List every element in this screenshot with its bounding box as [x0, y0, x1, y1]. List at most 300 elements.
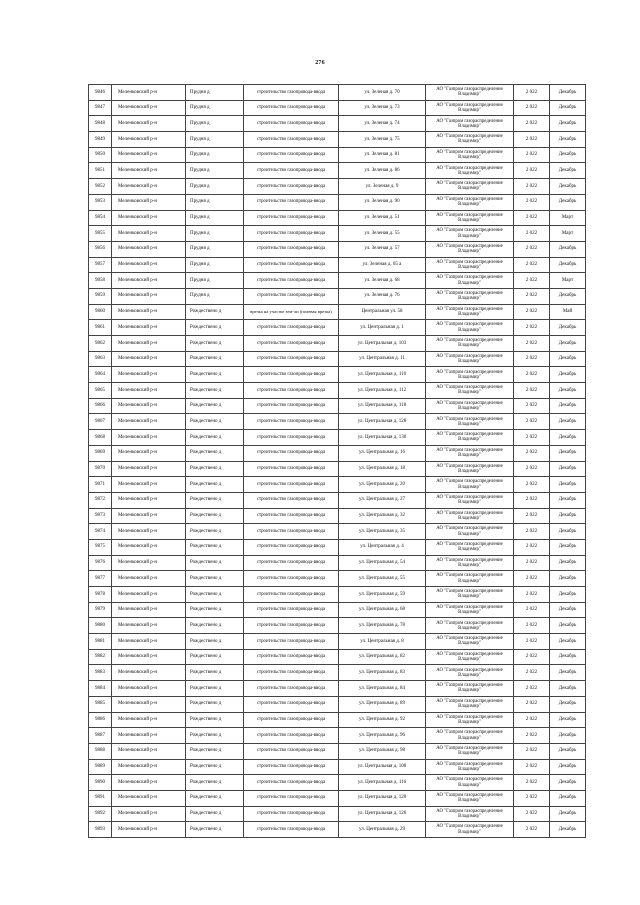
- organization-cell: АО "Газпром газораспределение Владимир": [426, 571, 514, 587]
- locality-cell: Прудня д: [186, 226, 244, 242]
- year-cell: 2 022: [514, 351, 550, 367]
- organization-cell: АО "Газпром газораспределение Владимир": [426, 790, 514, 806]
- district-cell: Меленковский р-н: [112, 634, 186, 650]
- month-cell: Декабрь: [550, 665, 586, 681]
- locality-cell: Рождествено д: [186, 649, 244, 665]
- address-cell: ул. Зеленая д. 76: [339, 288, 426, 304]
- row-number: 9848: [89, 116, 112, 132]
- work-type-cell: строительство газопровода-ввода: [244, 273, 339, 289]
- work-type-cell: врезка на участке зем-ли (полевая врезка): [244, 304, 339, 320]
- row-number: 9873: [89, 508, 112, 524]
- table-row: [89, 743, 586, 759]
- locality-cell: Рождествено д: [186, 398, 244, 414]
- work-type-cell: строительство газопровода-ввода: [244, 336, 339, 352]
- row-number: 9871: [89, 477, 112, 493]
- address-cell: ул. Зеленая д. 68: [339, 273, 426, 289]
- locality-cell: Рождествено д: [186, 712, 244, 728]
- row-number: 9847: [89, 100, 112, 116]
- table-row: [89, 775, 586, 791]
- district-cell: Меленковский р-н: [112, 179, 186, 195]
- locality-cell: Рождествено д: [186, 367, 244, 383]
- organization-cell: АО "Газпром газораспределение Владимир": [426, 210, 514, 226]
- organization-cell: АО "Газпром газораспределение Владимир": [426, 759, 514, 775]
- address-cell: ул. Центральная д. 54: [339, 555, 426, 571]
- month-cell: Декабрь: [550, 288, 586, 304]
- table-row: [89, 383, 586, 399]
- work-type-cell: строительство газопровода-ввода: [244, 320, 339, 336]
- organization-cell: АО "Газпром газораспределение Владимир": [426, 445, 514, 461]
- work-type-cell: строительство газопровода-ввода: [244, 351, 339, 367]
- year-cell: 2 022: [514, 179, 550, 195]
- locality-cell: Рождествено д: [186, 571, 244, 587]
- table-row: [89, 116, 586, 132]
- district-cell: Меленковский р-н: [112, 461, 186, 477]
- district-cell: Меленковский р-н: [112, 649, 186, 665]
- organization-cell: АО "Газпром газораспределение Владимир": [426, 602, 514, 618]
- month-cell: Декабрь: [550, 163, 586, 179]
- table-row: [89, 634, 586, 650]
- organization-cell: АО "Газпром газораспределение Владимир": [426, 696, 514, 712]
- address-cell: ул. Центральная д. 55: [339, 571, 426, 587]
- address-cell: ул. Зеленая д. 81: [339, 147, 426, 163]
- organization-cell: АО "Газпром газораспределение Владимир": [426, 712, 514, 728]
- year-cell: 2 022: [514, 696, 550, 712]
- organization-cell: АО "Газпром газораспределение Владимир": [426, 775, 514, 791]
- district-cell: Меленковский р-н: [112, 539, 186, 555]
- row-number: 9864: [89, 367, 112, 383]
- address-cell: ул. Центральная д. 8: [339, 634, 426, 650]
- district-cell: Меленковский р-н: [112, 712, 186, 728]
- year-cell: 2 022: [514, 571, 550, 587]
- district-cell: Меленковский р-н: [112, 508, 186, 524]
- row-number: 9878: [89, 587, 112, 603]
- year-cell: 2 022: [514, 602, 550, 618]
- district-cell: Меленковский р-н: [112, 147, 186, 163]
- year-cell: 2 022: [514, 367, 550, 383]
- year-cell: 2 022: [514, 445, 550, 461]
- district-cell: Меленковский р-н: [112, 304, 186, 320]
- year-cell: 2 022: [514, 775, 550, 791]
- month-cell: Декабрь: [550, 320, 586, 336]
- month-cell: Декабрь: [550, 571, 586, 587]
- district-cell: Меленковский р-н: [112, 85, 186, 101]
- row-number: 9859: [89, 288, 112, 304]
- district-cell: Меленковский р-н: [112, 257, 186, 273]
- table-row: [89, 728, 586, 744]
- address-cell: ул. Центральная д. 82: [339, 649, 426, 665]
- district-cell: Меленковский р-н: [112, 367, 186, 383]
- organization-cell: АО "Газпром газораспределение Владимир": [426, 194, 514, 210]
- table-row: [89, 179, 586, 195]
- organization-cell: АО "Газпром газораспределение Владимир": [426, 587, 514, 603]
- table-row: [89, 681, 586, 697]
- month-cell: Декабрь: [550, 367, 586, 383]
- month-cell: Декабрь: [550, 241, 586, 257]
- row-number: 9872: [89, 492, 112, 508]
- row-number: 9853: [89, 194, 112, 210]
- district-cell: Меленковский р-н: [112, 116, 186, 132]
- table-row: [89, 571, 586, 587]
- address-cell: ул. Центральная д. 110: [339, 367, 426, 383]
- row-number: 9849: [89, 132, 112, 148]
- work-type-cell: строительство газопровода-ввода: [244, 241, 339, 257]
- table-row: [89, 806, 586, 822]
- district-cell: Меленковский р-н: [112, 555, 186, 571]
- year-cell: 2 022: [514, 618, 550, 634]
- work-type-cell: строительство газопровода-ввода: [244, 100, 339, 116]
- row-number: 9851: [89, 163, 112, 179]
- address-cell: ул. Центральная д. 11: [339, 351, 426, 367]
- month-cell: Декабрь: [550, 681, 586, 697]
- row-number: 9886: [89, 712, 112, 728]
- address-cell: ул. Центральная д. 120: [339, 790, 426, 806]
- month-cell: Декабрь: [550, 100, 586, 116]
- row-number: 9880: [89, 618, 112, 634]
- organization-cell: АО "Газпром газораспределение Владимир": [426, 85, 514, 101]
- month-cell: Декабрь: [550, 257, 586, 273]
- district-cell: Меленковский р-н: [112, 728, 186, 744]
- year-cell: 2 022: [514, 508, 550, 524]
- address-cell: ул. Центральная д. 89: [339, 696, 426, 712]
- address-cell: ул. Зеленая д. 51: [339, 210, 426, 226]
- work-type-cell: строительство газопровода-ввода: [244, 524, 339, 540]
- organization-cell: АО "Газпром газораспределение Владимир": [426, 383, 514, 399]
- month-cell: Декабрь: [550, 539, 586, 555]
- organization-cell: АО "Газпром газораспределение Владимир": [426, 320, 514, 336]
- row-number: 9874: [89, 524, 112, 540]
- organization-cell: АО "Газпром газораспределение Владимир": [426, 806, 514, 822]
- work-type-cell: строительство газопровода-ввода: [244, 508, 339, 524]
- address-cell: ул. Центральная д. 126: [339, 806, 426, 822]
- address-cell: ул. Центральная д. 68: [339, 602, 426, 618]
- row-number: 9879: [89, 602, 112, 618]
- table-row: [89, 445, 586, 461]
- organization-cell: АО "Газпром газораспределение Владимир": [426, 257, 514, 273]
- district-cell: Меленковский р-н: [112, 665, 186, 681]
- year-cell: 2 022: [514, 743, 550, 759]
- year-cell: 2 022: [514, 288, 550, 304]
- locality-cell: Рождествено д: [186, 555, 244, 571]
- row-number: 9890: [89, 775, 112, 791]
- address-cell: ул. Центральная д. 32: [339, 508, 426, 524]
- table-row: [89, 477, 586, 493]
- address-cell: ул. Центральная д. 35: [339, 524, 426, 540]
- locality-cell: Прудня д: [186, 116, 244, 132]
- address-cell: ул. Центральная д. 103: [339, 336, 426, 352]
- month-cell: Декабрь: [550, 179, 586, 195]
- locality-cell: Рождествено д: [186, 383, 244, 399]
- district-cell: Меленковский р-н: [112, 288, 186, 304]
- organization-cell: АО "Газпром газораспределение Владимир": [426, 100, 514, 116]
- district-cell: Меленковский р-н: [112, 163, 186, 179]
- work-type-cell: строительство газопровода-ввода: [244, 226, 339, 242]
- row-number: 9861: [89, 320, 112, 336]
- district-cell: Меленковский р-н: [112, 430, 186, 446]
- address-cell: ул. Центральная д. 27: [339, 492, 426, 508]
- work-type-cell: строительство газопровода-ввода: [244, 367, 339, 383]
- locality-cell: Рождествено д: [186, 351, 244, 367]
- row-number: 9875: [89, 539, 112, 555]
- address-cell: ул. Центральная д. 96: [339, 728, 426, 744]
- row-number: 9876: [89, 555, 112, 571]
- locality-cell: Рождествено д: [186, 336, 244, 352]
- address-cell: ул. Зеленая д. 74: [339, 116, 426, 132]
- organization-cell: АО "Газпром газораспределение Владимир": [426, 398, 514, 414]
- work-type-cell: строительство газопровода-ввода: [244, 257, 339, 273]
- year-cell: 2 022: [514, 555, 550, 571]
- locality-cell: Прудня д: [186, 85, 244, 101]
- address-cell: ул. Зеленая д. 86: [339, 163, 426, 179]
- row-number: 9850: [89, 147, 112, 163]
- district-cell: Меленковский р-н: [112, 822, 186, 838]
- table-row: [89, 398, 586, 414]
- table-row: [89, 226, 586, 242]
- year-cell: 2 022: [514, 304, 550, 320]
- table-row: [89, 649, 586, 665]
- month-cell: Декабрь: [550, 822, 586, 838]
- row-number: 9884: [89, 681, 112, 697]
- year-cell: 2 022: [514, 100, 550, 116]
- gas-works-table: [88, 84, 586, 838]
- year-cell: 2 022: [514, 539, 550, 555]
- table-row: [89, 257, 586, 273]
- month-cell: Декабрь: [550, 116, 586, 132]
- work-type-cell: строительство газопровода-ввода: [244, 555, 339, 571]
- work-type-cell: строительство газопровода-ввода: [244, 822, 339, 838]
- month-cell: Декабрь: [550, 555, 586, 571]
- locality-cell: Рождествено д: [186, 759, 244, 775]
- month-cell: Декабрь: [550, 649, 586, 665]
- locality-cell: Рождествено д: [186, 304, 244, 320]
- work-type-cell: строительство газопровода-ввода: [244, 147, 339, 163]
- year-cell: 2 022: [514, 336, 550, 352]
- locality-cell: Рождествено д: [186, 539, 244, 555]
- month-cell: Март: [550, 226, 586, 242]
- row-number: 9846: [89, 85, 112, 101]
- table-row: [89, 320, 586, 336]
- organization-cell: АО "Газпром газораспределение Владимир": [426, 273, 514, 289]
- address-cell: ул. Зеленая д. 9: [339, 179, 426, 195]
- table-row: [89, 461, 586, 477]
- organization-cell: АО "Газпром газораспределение Владимир": [426, 147, 514, 163]
- row-number: 9891: [89, 790, 112, 806]
- organization-cell: АО "Газпром газораспределение Владимир": [426, 461, 514, 477]
- address-cell: ул. Центральная д. 112: [339, 383, 426, 399]
- locality-cell: Прудня д: [186, 241, 244, 257]
- district-cell: Меленковский р-н: [112, 524, 186, 540]
- row-number: 9858: [89, 273, 112, 289]
- address-cell: ул. Центральная д. 83: [339, 665, 426, 681]
- locality-cell: Рождествено д: [186, 587, 244, 603]
- year-cell: 2 022: [514, 712, 550, 728]
- month-cell: Декабрь: [550, 383, 586, 399]
- month-cell: Декабрь: [550, 602, 586, 618]
- address-cell: ул. Центральная д. 116: [339, 775, 426, 791]
- month-cell: Декабрь: [550, 445, 586, 461]
- gas-works-table-wrapper: [88, 84, 585, 838]
- organization-cell: АО "Газпром газораспределение Владимир": [426, 743, 514, 759]
- month-cell: Декабрь: [550, 743, 586, 759]
- table-row: [89, 618, 586, 634]
- locality-cell: Рождествено д: [186, 461, 244, 477]
- year-cell: 2 022: [514, 85, 550, 101]
- locality-cell: Прудня д: [186, 273, 244, 289]
- organization-cell: АО "Газпром газораспределение Владимир": [426, 304, 514, 320]
- month-cell: Декабрь: [550, 194, 586, 210]
- locality-cell: Рождествено д: [186, 728, 244, 744]
- locality-cell: Прудня д: [186, 163, 244, 179]
- month-cell: Декабрь: [550, 414, 586, 430]
- year-cell: 2 022: [514, 226, 550, 242]
- organization-cell: АО "Газпром газораспределение Владимир": [426, 116, 514, 132]
- organization-cell: АО "Газпром газораспределение Владимир": [426, 132, 514, 148]
- work-type-cell: строительство газопровода-ввода: [244, 194, 339, 210]
- work-type-cell: строительство газопровода-ввода: [244, 806, 339, 822]
- organization-cell: АО "Газпром газораспределение Владимир": [426, 179, 514, 195]
- row-number: 9866: [89, 398, 112, 414]
- year-cell: 2 022: [514, 414, 550, 430]
- organization-cell: АО "Газпром газораспределение Владимир": [426, 822, 514, 838]
- district-cell: Меленковский р-н: [112, 587, 186, 603]
- table-row: [89, 210, 586, 226]
- table-row: [89, 555, 586, 571]
- table-row: [89, 696, 586, 712]
- month-cell: Декабрь: [550, 618, 586, 634]
- locality-cell: Прудня д: [186, 179, 244, 195]
- locality-cell: Рождествено д: [186, 775, 244, 791]
- district-cell: Меленковский р-н: [112, 336, 186, 352]
- page-number: 276: [315, 60, 325, 66]
- year-cell: 2 022: [514, 116, 550, 132]
- table-row: [89, 492, 586, 508]
- address-cell: ул. Зеленая д. 70: [339, 85, 426, 101]
- address-cell: ул. Центральная д. 59: [339, 587, 426, 603]
- work-type-cell: строительство газопровода-ввода: [244, 492, 339, 508]
- row-number: 9892: [89, 806, 112, 822]
- work-type-cell: строительство газопровода-ввода: [244, 759, 339, 775]
- district-cell: Меленковский р-н: [112, 477, 186, 493]
- table-body: [89, 85, 586, 838]
- address-cell: ул. Зеленая д. 55: [339, 226, 426, 242]
- work-type-cell: строительство газопровода-ввода: [244, 163, 339, 179]
- year-cell: 2 022: [514, 430, 550, 446]
- address-cell: ул. Центральная д. 1: [339, 320, 426, 336]
- organization-cell: АО "Газпром газораспределение Владимир": [426, 414, 514, 430]
- year-cell: 2 022: [514, 649, 550, 665]
- month-cell: Март: [550, 273, 586, 289]
- work-type-cell: строительство газопровода-ввода: [244, 634, 339, 650]
- address-cell: ул. Зеленая д. 90: [339, 194, 426, 210]
- month-cell: Декабрь: [550, 806, 586, 822]
- row-number: 9860: [89, 304, 112, 320]
- year-cell: 2 022: [514, 759, 550, 775]
- address-cell: ул. Центральная д. 92: [339, 712, 426, 728]
- district-cell: Меленковский р-н: [112, 790, 186, 806]
- work-type-cell: строительство газопровода-ввода: [244, 414, 339, 430]
- work-type-cell: строительство газопровода-ввода: [244, 132, 339, 148]
- address-cell: ул. Центральная д. 4: [339, 539, 426, 555]
- locality-cell: Прудня д: [186, 132, 244, 148]
- district-cell: Меленковский р-н: [112, 226, 186, 242]
- row-number: 9877: [89, 571, 112, 587]
- organization-cell: АО "Газпром газораспределение Владимир": [426, 163, 514, 179]
- work-type-cell: строительство газопровода-ввода: [244, 288, 339, 304]
- row-number: 9887: [89, 728, 112, 744]
- row-number: 9885: [89, 696, 112, 712]
- table-row: [89, 712, 586, 728]
- organization-cell: АО "Газпром газораспределение Владимир": [426, 288, 514, 304]
- work-type-cell: строительство газопровода-ввода: [244, 712, 339, 728]
- locality-cell: Прудня д: [186, 147, 244, 163]
- district-cell: Меленковский р-н: [112, 602, 186, 618]
- table-row: [89, 508, 586, 524]
- work-type-cell: строительство газопровода-ввода: [244, 728, 339, 744]
- row-number: 9889: [89, 759, 112, 775]
- locality-cell: Рождествено д: [186, 477, 244, 493]
- work-type-cell: строительство газопровода-ввода: [244, 461, 339, 477]
- table-row: [89, 351, 586, 367]
- row-number: 9883: [89, 665, 112, 681]
- month-cell: Март: [550, 210, 586, 226]
- locality-cell: Рождествено д: [186, 492, 244, 508]
- year-cell: 2 022: [514, 477, 550, 493]
- locality-cell: Рождествено д: [186, 618, 244, 634]
- district-cell: Меленковский р-н: [112, 414, 186, 430]
- table-row: [89, 602, 586, 618]
- locality-cell: Рождествено д: [186, 320, 244, 336]
- month-cell: Декабрь: [550, 430, 586, 446]
- row-number: 9867: [89, 414, 112, 430]
- row-number: 9893: [89, 822, 112, 838]
- month-cell: Декабрь: [550, 336, 586, 352]
- district-cell: Меленковский р-н: [112, 241, 186, 257]
- row-number: 9857: [89, 257, 112, 273]
- work-type-cell: строительство газопровода-ввода: [244, 477, 339, 493]
- work-type-cell: строительство газопровода-ввода: [244, 116, 339, 132]
- table-row: [89, 147, 586, 163]
- address-cell: ул. Зеленая д. 57: [339, 241, 426, 257]
- address-cell: Центральная ул. 58: [339, 304, 426, 320]
- month-cell: Декабрь: [550, 461, 586, 477]
- district-cell: Меленковский р-н: [112, 383, 186, 399]
- year-cell: 2 022: [514, 790, 550, 806]
- table-row: [89, 665, 586, 681]
- work-type-cell: строительство газопровода-ввода: [244, 85, 339, 101]
- district-cell: Меленковский р-н: [112, 775, 186, 791]
- work-type-cell: строительство газопровода-ввода: [244, 665, 339, 681]
- month-cell: Декабрь: [550, 775, 586, 791]
- address-cell: ул. Центральная д. 18: [339, 461, 426, 477]
- year-cell: 2 022: [514, 210, 550, 226]
- work-type-cell: строительство газопровода-ввода: [244, 539, 339, 555]
- locality-cell: Прудня д: [186, 257, 244, 273]
- organization-cell: АО "Газпром газораспределение Владимир": [426, 665, 514, 681]
- table-row: [89, 336, 586, 352]
- row-number: 9862: [89, 336, 112, 352]
- month-cell: Декабрь: [550, 147, 586, 163]
- district-cell: Меленковский р-н: [112, 132, 186, 148]
- organization-cell: АО "Газпром газораспределение Владимир": [426, 649, 514, 665]
- row-number: 9869: [89, 445, 112, 461]
- month-cell: Декабрь: [550, 85, 586, 101]
- work-type-cell: строительство газопровода-ввода: [244, 445, 339, 461]
- locality-cell: Рождествено д: [186, 681, 244, 697]
- district-cell: Меленковский р-н: [112, 492, 186, 508]
- district-cell: Меленковский р-н: [112, 320, 186, 336]
- locality-cell: Прудня д: [186, 194, 244, 210]
- district-cell: Меленковский р-н: [112, 273, 186, 289]
- table-row: [89, 85, 586, 101]
